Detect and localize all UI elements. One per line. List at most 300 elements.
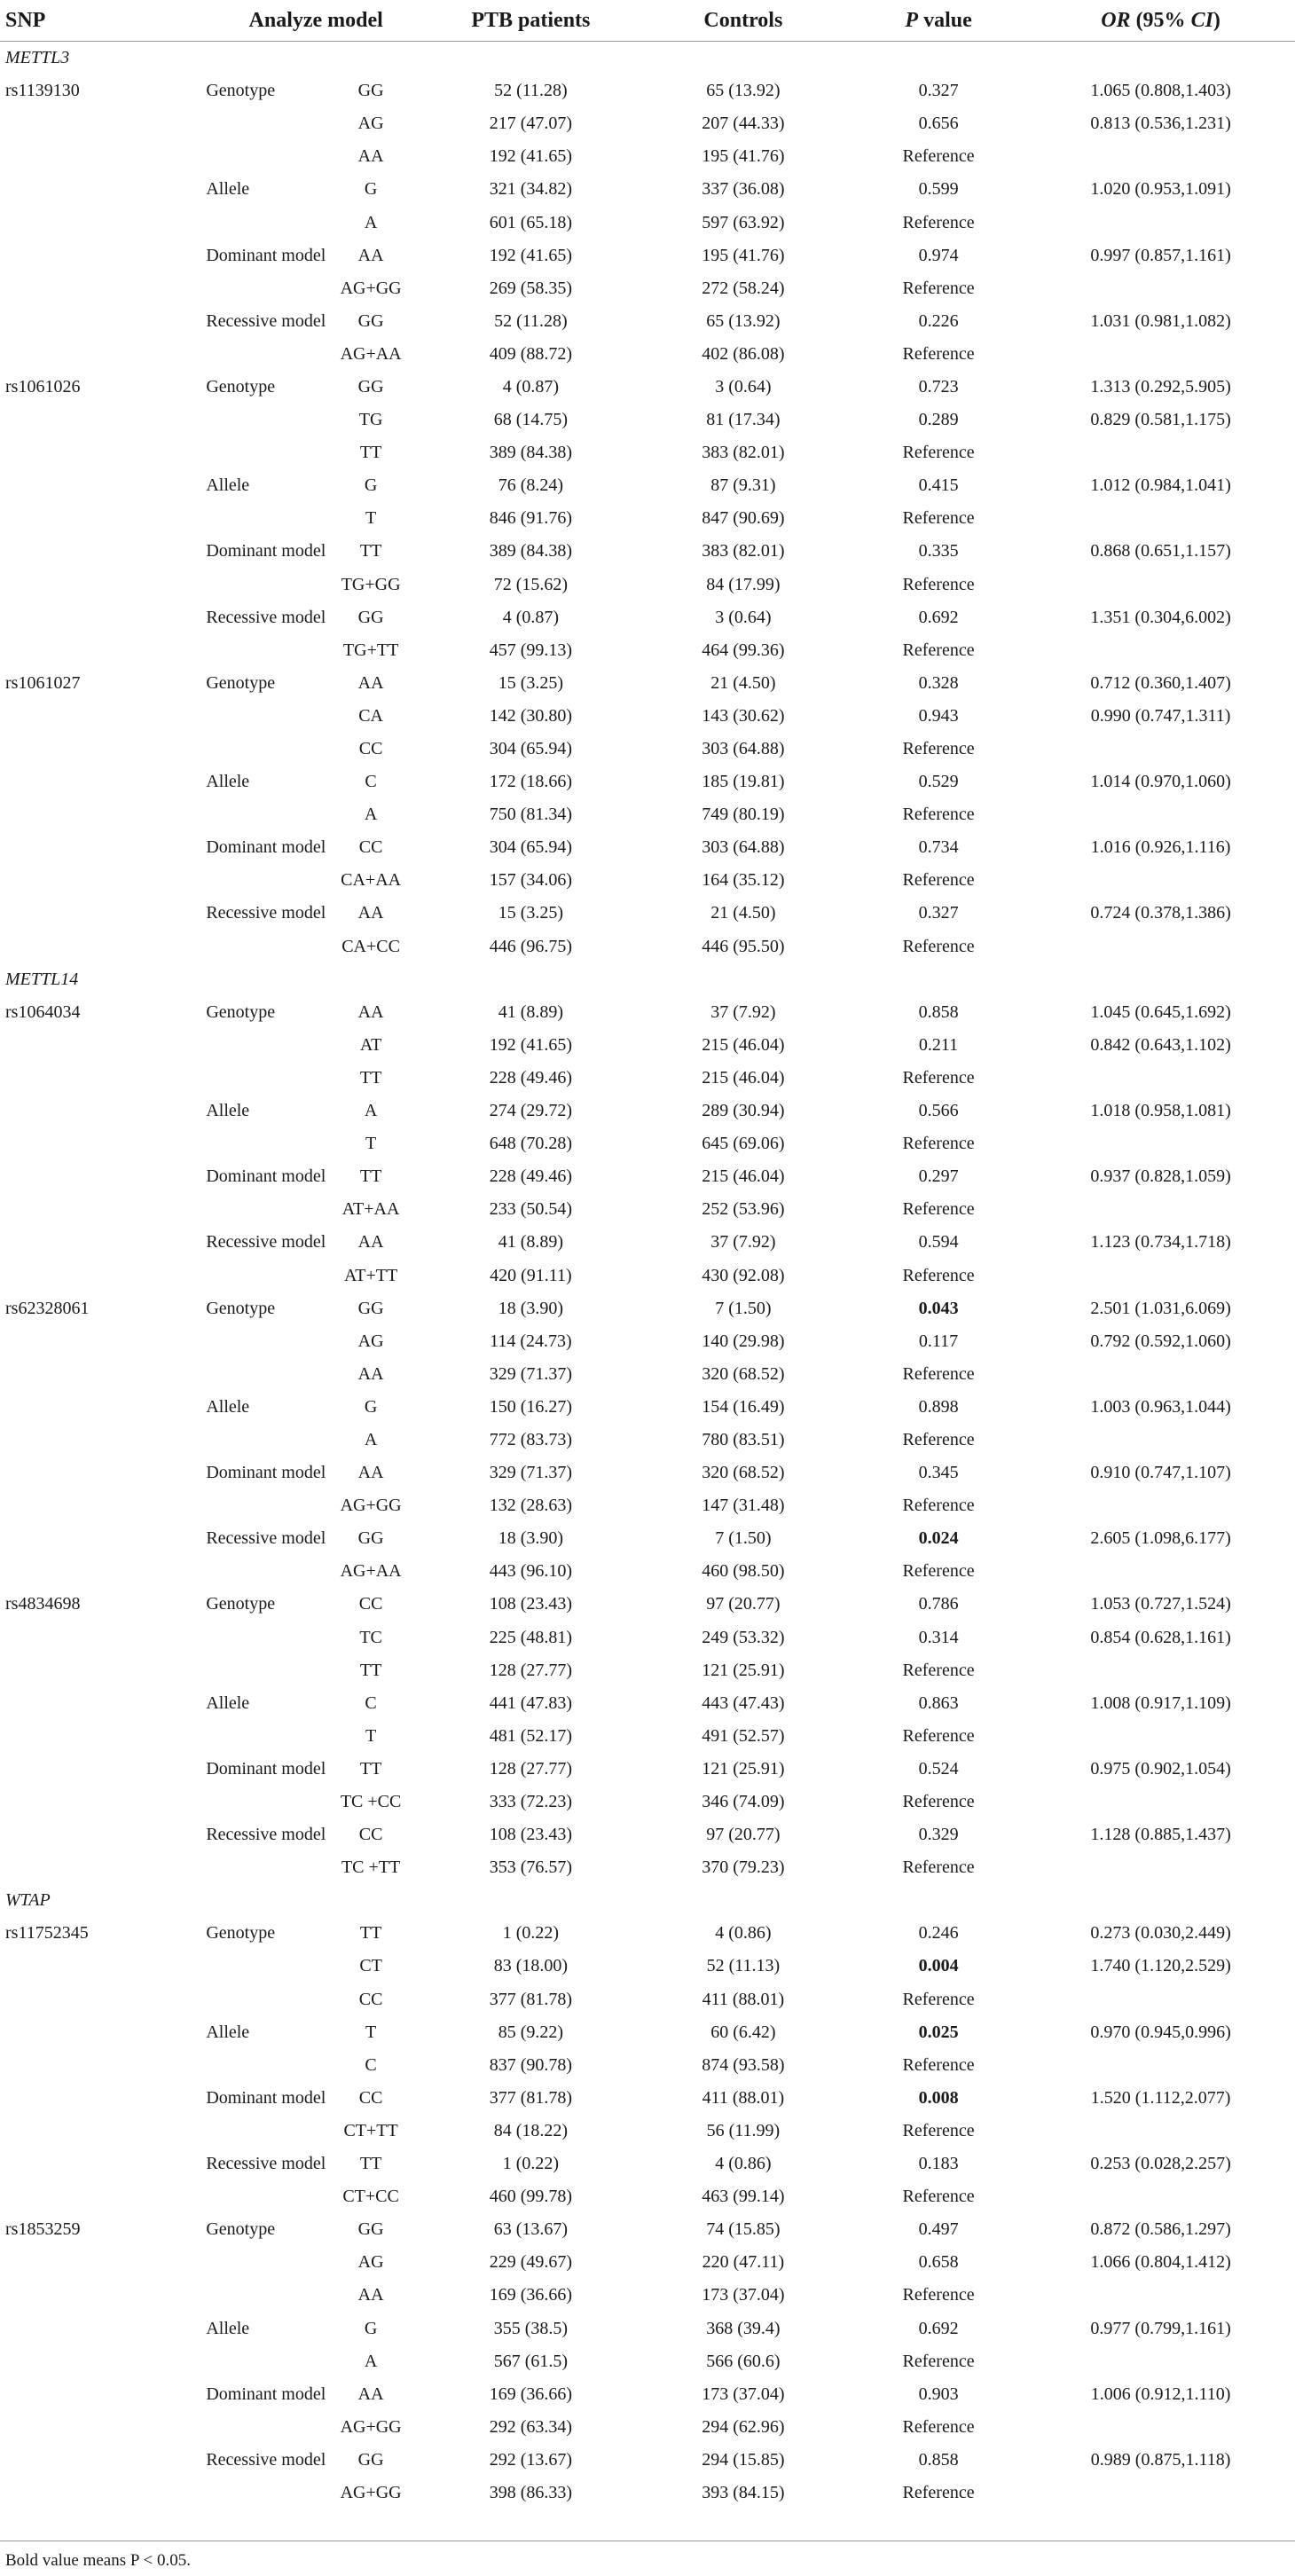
p-value-cell: Reference: [902, 805, 975, 825]
genotype-cell: CC: [358, 837, 383, 858]
or-ci-cell: [1026, 1489, 1295, 1522]
ptb-cell: 648 (70.28): [489, 1134, 573, 1154]
table-row: [0, 1193, 1295, 1226]
controls-cell: 491 (52.57): [702, 1725, 785, 1746]
controls-cell: 645 (69.06): [702, 1134, 785, 1154]
model-cell: [206, 404, 316, 436]
genotype-cell: C: [365, 772, 377, 792]
table-row: [0, 1588, 1295, 1621]
p-value-cell: 0.903: [918, 2384, 959, 2404]
table-row: [0, 404, 1295, 436]
controls-cell: 874 (93.58): [702, 2054, 785, 2075]
snp-cell: [0, 1983, 206, 2016]
p-value-cell: 0.183: [918, 2154, 959, 2174]
p-value-cell: 0.974: [918, 245, 959, 265]
snp-cell: [0, 502, 206, 535]
or-ci-cell: 0.813 (0.536,1.231): [1090, 114, 1231, 134]
p-value-cell: Reference: [902, 1199, 975, 1220]
ptb-cell: 108 (23.43): [489, 1594, 573, 1614]
genotype-cell: AT+TT: [344, 1265, 398, 1285]
controls-cell: 368 (39.4): [706, 2318, 781, 2338]
genotype-cell: CC: [358, 739, 383, 759]
ptb-cell: 409 (88.72): [489, 343, 573, 364]
table-row: [0, 2213, 1295, 2246]
controls-cell: 294 (62.96): [702, 2416, 785, 2437]
or-ci-cell: 1.053 (0.727,1.524): [1090, 1594, 1231, 1614]
table-row: [0, 1292, 1295, 1325]
p-value-cell: 0.211: [918, 1034, 959, 1055]
controls-cell: 173 (37.04): [702, 2384, 785, 2404]
or-ci-cell: 0.990 (0.747,1.311): [1090, 705, 1231, 726]
or-ci-cell: 1.520 (1.112,2.077): [1090, 2087, 1231, 2108]
snp-cell: [0, 1522, 206, 1555]
genotype-cell: TT: [359, 541, 382, 562]
model-cell: Dominant model: [206, 541, 326, 562]
table-row: [0, 1654, 1295, 1687]
genotype-cell: C: [365, 1692, 377, 1713]
table-row: [0, 206, 1295, 239]
table-row: [0, 1095, 1295, 1127]
controls-cell: 4 (0.86): [715, 2154, 772, 2174]
p-value-cell: Reference: [902, 443, 975, 463]
or-ci-cell: [1026, 2180, 1295, 2213]
table-row: [0, 1127, 1295, 1160]
p-value-cell: 0.723: [918, 376, 959, 397]
p-value-cell: Reference: [902, 2416, 975, 2437]
ptb-cell: 846 (91.76): [489, 508, 573, 529]
ptb-cell: 377 (81.78): [489, 2087, 573, 2108]
ptb-cell: 229 (49.67): [489, 2252, 573, 2273]
p-value-cell: Reference: [902, 2120, 975, 2140]
model-cell: Allele: [206, 475, 250, 496]
header-p-value: [851, 0, 1026, 42]
genotype-cell: CA+AA: [341, 870, 402, 891]
table-row: [0, 2148, 1295, 2180]
model-cell: [206, 634, 316, 667]
controls-cell: 87 (9.31): [710, 475, 776, 496]
snp-cell: [0, 1753, 206, 1786]
model-cell: [206, 2180, 316, 2213]
snp-cell: [0, 1095, 206, 1127]
snp-cell: [0, 535, 206, 568]
or-ci-cell: [1026, 931, 1295, 963]
genotype-cell: TC +CC: [340, 1792, 402, 1812]
table-row: [0, 1522, 1295, 1555]
p-value-cell: 0.858: [918, 2449, 959, 2470]
controls-cell: 3 (0.64): [715, 607, 772, 627]
table-body: [0, 42, 1295, 2510]
controls-cell: 249 (53.32): [702, 1627, 785, 1647]
snp-cell: [0, 634, 206, 667]
controls-cell: 21 (4.50): [710, 672, 776, 693]
model-cell: [206, 2411, 316, 2444]
or-ci-cell: 0.970 (0.945,0.996): [1090, 2022, 1231, 2042]
controls-cell: 195 (41.76): [702, 245, 785, 265]
ptb-cell: 84 (18.22): [493, 2120, 569, 2140]
controls-cell: 749 (80.19): [702, 805, 785, 825]
table-row: [0, 601, 1295, 634]
or-ci-cell: 1.065 (0.808,1.403): [1090, 81, 1231, 101]
or-ci-cell: [1026, 798, 1295, 831]
or-ci-cell: 1.045 (0.645,1.692): [1090, 1001, 1231, 1022]
genotype-cell: GG: [357, 1298, 384, 1318]
ptb-cell: 567 (61.5): [493, 2351, 569, 2371]
ptb-cell: 142 (30.80): [489, 705, 573, 726]
genotype-cell: AA: [357, 1001, 384, 1022]
model-cell: Allele: [206, 1692, 250, 1713]
genotype-cell: TG: [358, 410, 383, 430]
snp-cell: [0, 1062, 206, 1095]
table-row: [0, 996, 1295, 1029]
ptb-cell: 441 (47.83): [489, 1692, 573, 1713]
snp-cell: [0, 2378, 206, 2411]
table-row: [0, 897, 1295, 930]
genotype-cell: CA+CC: [341, 936, 400, 956]
or-ci-cell: [1026, 1062, 1295, 1095]
controls-cell: 337 (36.08): [702, 179, 785, 200]
table-row: [0, 2411, 1295, 2444]
or-ci-cell: 1.031 (0.981,1.082): [1090, 310, 1231, 331]
header-or-end: ): [1213, 8, 1220, 32]
genotype-cell: CC: [358, 1594, 383, 1614]
ptb-cell: 157 (34.06): [489, 870, 573, 891]
table-row: [0, 1917, 1295, 1950]
genotype-cell: TT: [359, 443, 382, 463]
snp-cell: [0, 1193, 206, 1226]
table-row: [0, 1424, 1295, 1457]
table-row: [0, 1720, 1295, 1753]
ptb-cell: 68 (14.75): [493, 410, 569, 430]
p-value-cell: Reference: [902, 1989, 975, 2009]
p-value-cell: Reference: [902, 936, 975, 956]
genotype-cell: CT: [359, 1956, 382, 1976]
header-ci-italic: CI: [1190, 8, 1213, 32]
model-cell: Recessive model: [206, 2449, 326, 2470]
p-value-cell: Reference: [902, 574, 975, 594]
genotype-cell: TC: [359, 1627, 382, 1647]
model-cell: [206, 2345, 316, 2378]
controls-cell: 143 (30.62): [702, 705, 785, 726]
ptb-cell: 292 (13.67): [489, 2449, 573, 2470]
genotype-cell: G: [364, 179, 378, 200]
controls-cell: 460 (98.50): [702, 1561, 785, 1582]
model-cell: [206, 1489, 316, 1522]
or-ci-cell: 2.501 (1.031,6.069): [1090, 1298, 1231, 1318]
ptb-cell: 1 (0.22): [502, 2154, 560, 2174]
table-row: [0, 1160, 1295, 1193]
ptb-cell: 132 (28.63): [489, 1496, 573, 1516]
controls-cell: 164 (35.12): [702, 870, 785, 891]
p-value-cell: Reference: [902, 2187, 975, 2207]
genotype-cell: AT: [359, 1034, 382, 1055]
ptb-cell: 377 (81.78): [489, 1989, 573, 2009]
or-ci-cell: 1.012 (0.984,1.041): [1090, 475, 1231, 496]
model-cell: [206, 1424, 316, 1457]
p-value-cell: Reference: [902, 1429, 975, 1449]
snp-cell: rs1853259: [5, 2219, 81, 2240]
genotype-cell: AA: [357, 1463, 384, 1483]
controls-cell: 65 (13.92): [706, 310, 781, 331]
model-cell: Dominant model: [206, 2087, 326, 2108]
snp-cell: [0, 206, 206, 239]
ptb-cell: 233 (50.54): [489, 1199, 573, 1220]
p-value-cell: 0.863: [918, 1692, 959, 1713]
gene-row: [0, 42, 1295, 75]
snp-cell: [0, 733, 206, 766]
ptb-cell: 304 (65.94): [489, 837, 573, 858]
p-value-cell: Reference: [902, 1660, 975, 1680]
or-ci-cell: [1026, 864, 1295, 897]
genotype-cell: AG+GG: [340, 2482, 402, 2502]
snp-cell: [0, 1325, 206, 1358]
genotype-cell: C: [365, 2054, 377, 2075]
or-ci-cell: 0.910 (0.747,1.107): [1090, 1463, 1231, 1483]
table-row: [0, 1029, 1295, 1062]
table-row: [0, 2345, 1295, 2378]
p-value-cell: Reference: [902, 1792, 975, 1812]
p-value-cell: Reference: [902, 1067, 975, 1088]
model-cell: [206, 2049, 316, 2082]
controls-cell: 411 (88.01): [702, 2087, 785, 2108]
ptb-cell: 225 (48.81): [489, 1627, 573, 1647]
model-cell: [206, 502, 316, 535]
or-ci-cell: 1.123 (0.734,1.718): [1090, 1232, 1231, 1253]
p-value-cell: Reference: [902, 508, 975, 529]
or-ci-cell: 0.872 (0.586,1.297): [1090, 2219, 1231, 2240]
or-ci-cell: 0.712 (0.360,1.407): [1090, 672, 1231, 693]
snp-cell: [0, 240, 206, 272]
controls-cell: 81 (17.34): [706, 410, 781, 430]
model-cell: [206, 272, 316, 305]
p-value-cell: 0.734: [918, 837, 959, 858]
snp-cell: [0, 864, 206, 897]
ptb-cell: 18 (3.90): [498, 1298, 564, 1318]
snp-cell: [0, 700, 206, 733]
or-ci-cell: [1026, 1358, 1295, 1391]
genotype-cell: CA: [358, 705, 383, 726]
snp-cell: rs1061026: [5, 376, 81, 397]
ptb-cell: 4 (0.87): [502, 376, 560, 397]
p-value-cell: Reference: [902, 2285, 975, 2305]
gene-label: METTL14: [5, 969, 79, 989]
p-value-cell: 0.658: [918, 2252, 959, 2273]
snp-cell: [0, 1489, 206, 1522]
controls-cell: 37 (7.92): [710, 1001, 776, 1022]
or-ci-cell: 2.605 (1.098,6.177): [1090, 1528, 1231, 1549]
header-or-mid: (95%: [1130, 8, 1191, 32]
snp-cell: rs11752345: [5, 1923, 89, 1944]
table-row: [0, 831, 1295, 864]
model-cell: Genotype: [206, 1923, 276, 1944]
controls-cell: 289 (30.94): [702, 1101, 785, 1121]
p-value-cell: 0.858: [918, 1001, 959, 1022]
snp-cell: [0, 798, 206, 831]
controls-cell: 272 (58.24): [702, 278, 785, 298]
controls-cell: 370 (79.23): [702, 1857, 785, 1878]
table-row: [0, 272, 1295, 305]
p-value-cell: 0.786: [918, 1594, 959, 1614]
genotype-cell: A: [364, 1429, 378, 1449]
ptb-cell: 750 (81.34): [489, 805, 573, 825]
snp-cell: [0, 2444, 206, 2477]
ptb-cell: 4 (0.87): [502, 607, 560, 627]
controls-cell: 154 (16.49): [702, 1396, 785, 1417]
controls-cell: 7 (1.50): [715, 1528, 772, 1549]
table-row: [0, 75, 1295, 107]
model-cell: Allele: [206, 2318, 250, 2338]
snp-cell: [0, 1687, 206, 1720]
or-ci-cell: [1026, 1720, 1295, 1753]
p-value-cell: 0.327: [918, 81, 959, 101]
ptb-cell: 15 (3.25): [498, 903, 564, 923]
ptb-cell: 18 (3.90): [498, 1528, 564, 1549]
p-value-cell: 0.329: [918, 1825, 959, 1845]
p-value-cell: Reference: [902, 1363, 975, 1384]
p-value-cell: 0.943: [918, 705, 959, 726]
snp-cell: rs1139130: [5, 81, 80, 101]
model-cell: [206, 1555, 316, 1588]
controls-cell: 195 (41.76): [702, 146, 785, 167]
ptb-cell: 446 (96.75): [489, 936, 573, 956]
model-cell: [206, 1622, 316, 1654]
p-value-cell: 0.599: [918, 179, 959, 200]
snp-cell: [0, 569, 206, 601]
model-cell: [206, 864, 316, 897]
model-cell: [206, 798, 316, 831]
snp-cell: [0, 766, 206, 798]
model-cell: Allele: [206, 179, 250, 200]
or-ci-cell: 0.997 (0.857,1.161): [1090, 245, 1231, 265]
genotype-cell: TT: [359, 1660, 382, 1680]
genotype-cell: CC: [358, 1825, 383, 1845]
snp-cell: [0, 469, 206, 502]
or-ci-cell: 1.014 (0.970,1.060): [1090, 772, 1231, 792]
ptb-cell: 333 (72.23): [489, 1792, 573, 1812]
genotype-cell: AA: [357, 2285, 384, 2305]
table-row: [0, 1983, 1295, 2016]
snp-cell: [0, 140, 206, 173]
controls-cell: 74 (15.85): [706, 2219, 781, 2240]
model-cell: [206, 107, 316, 140]
table-row: [0, 1622, 1295, 1654]
model-cell: [206, 1786, 316, 1818]
genotype-cell: AA: [357, 2384, 384, 2404]
snp-cell: [0, 2312, 206, 2344]
or-ci-cell: [1026, 1127, 1295, 1160]
header-row: [0, 0, 1295, 42]
or-ci-cell: [1026, 2345, 1295, 2378]
controls-cell: 847 (90.69): [702, 508, 785, 529]
snp-cell: [0, 1226, 206, 1259]
ptb-cell: 114 (24.73): [490, 1331, 572, 1351]
controls-cell: 303 (64.88): [702, 739, 785, 759]
ptb-cell: 837 (90.78): [489, 2054, 573, 2075]
genotype-cell: T: [365, 1725, 377, 1746]
ptb-cell: 292 (63.34): [489, 2416, 573, 2437]
genotype-cell: CC: [358, 1989, 383, 2009]
gene-label: WTAP: [5, 1890, 51, 1911]
table-row: [0, 469, 1295, 502]
ptb-cell: 52 (11.28): [494, 81, 568, 101]
table-row: [0, 864, 1295, 897]
controls-cell: 252 (53.96): [702, 1199, 785, 1220]
p-value-cell: 0.024: [918, 1528, 959, 1549]
table-row: [0, 634, 1295, 667]
genotype-cell: GG: [357, 607, 384, 627]
p-value-cell: 0.004: [918, 1956, 959, 1976]
or-ci-cell: [1026, 1555, 1295, 1588]
or-ci-cell: 0.977 (0.799,1.161): [1090, 2318, 1231, 2338]
table-row: [0, 305, 1295, 338]
table-footnote: Bold value means P < 0.05.: [5, 2551, 191, 2570]
model-cell: Dominant model: [206, 837, 326, 858]
ptb-cell: 192 (41.65): [489, 146, 573, 167]
gene-row: [0, 963, 1295, 996]
controls-cell: 215 (46.04): [702, 1034, 785, 1055]
genotype-cell: AG: [357, 2252, 384, 2273]
controls-cell: 430 (92.08): [702, 1265, 785, 1285]
model-cell: Dominant model: [206, 1463, 326, 1483]
table-row: [0, 2016, 1295, 2049]
model-cell: Recessive model: [206, 1528, 326, 1549]
model-cell: Recessive model: [206, 1825, 326, 1845]
genotype-cell: AG: [357, 114, 384, 134]
model-cell: [206, 1193, 316, 1226]
table-row: [0, 338, 1295, 371]
snp-cell: [0, 1720, 206, 1753]
or-ci-cell: [1026, 1193, 1295, 1226]
p-value-cell: 0.594: [918, 1232, 959, 1253]
p-value-cell: 0.524: [918, 1758, 959, 1779]
p-value-cell: 0.415: [918, 475, 959, 496]
model-cell: Genotype: [206, 81, 276, 101]
genotype-cell: AG+GG: [340, 1496, 402, 1516]
ptb-cell: 353 (76.57): [489, 1857, 573, 1878]
model-cell: Dominant model: [206, 2384, 326, 2404]
genotype-cell: T: [365, 2022, 377, 2042]
p-value-cell: 0.008: [918, 2087, 959, 2108]
model-cell: [206, 1358, 316, 1391]
ptb-cell: 329 (71.37): [489, 1363, 573, 1384]
genotype-cell: AG+AA: [340, 1561, 402, 1582]
genotype-cell: AA: [357, 903, 384, 923]
or-ci-cell: 0.842 (0.643,1.102): [1090, 1034, 1231, 1055]
controls-cell: 215 (46.04): [702, 1166, 785, 1187]
p-value-cell: 0.314: [918, 1627, 959, 1647]
controls-cell: 443 (47.43): [702, 1692, 785, 1713]
model-cell: [206, 206, 316, 239]
snp-cell: [0, 2477, 206, 2509]
controls-cell: 402 (86.08): [702, 343, 785, 364]
controls-cell: 121 (25.91): [702, 1758, 785, 1779]
or-ci-cell: [1026, 2049, 1295, 2082]
snp-cell: [0, 272, 206, 305]
table-row: [0, 2312, 1295, 2344]
or-ci-cell: 0.724 (0.378,1.386): [1090, 903, 1231, 923]
genotype-cell: AG+GG: [340, 278, 402, 298]
controls-cell: 97 (20.77): [706, 1594, 781, 1614]
or-ci-cell: 1.066 (0.804,1.412): [1090, 2252, 1231, 2273]
genotype-cell: AA: [357, 245, 384, 265]
controls-cell: 52 (11.13): [706, 1956, 781, 1976]
controls-cell: 21 (4.50): [710, 903, 776, 923]
snp-cell: [0, 897, 206, 930]
controls-cell: 56 (11.99): [706, 2120, 781, 2140]
model-cell: [206, 931, 316, 963]
genotype-cell: T: [365, 508, 377, 529]
p-value-cell: Reference: [902, 739, 975, 759]
ptb-cell: 108 (23.43): [489, 1825, 573, 1845]
